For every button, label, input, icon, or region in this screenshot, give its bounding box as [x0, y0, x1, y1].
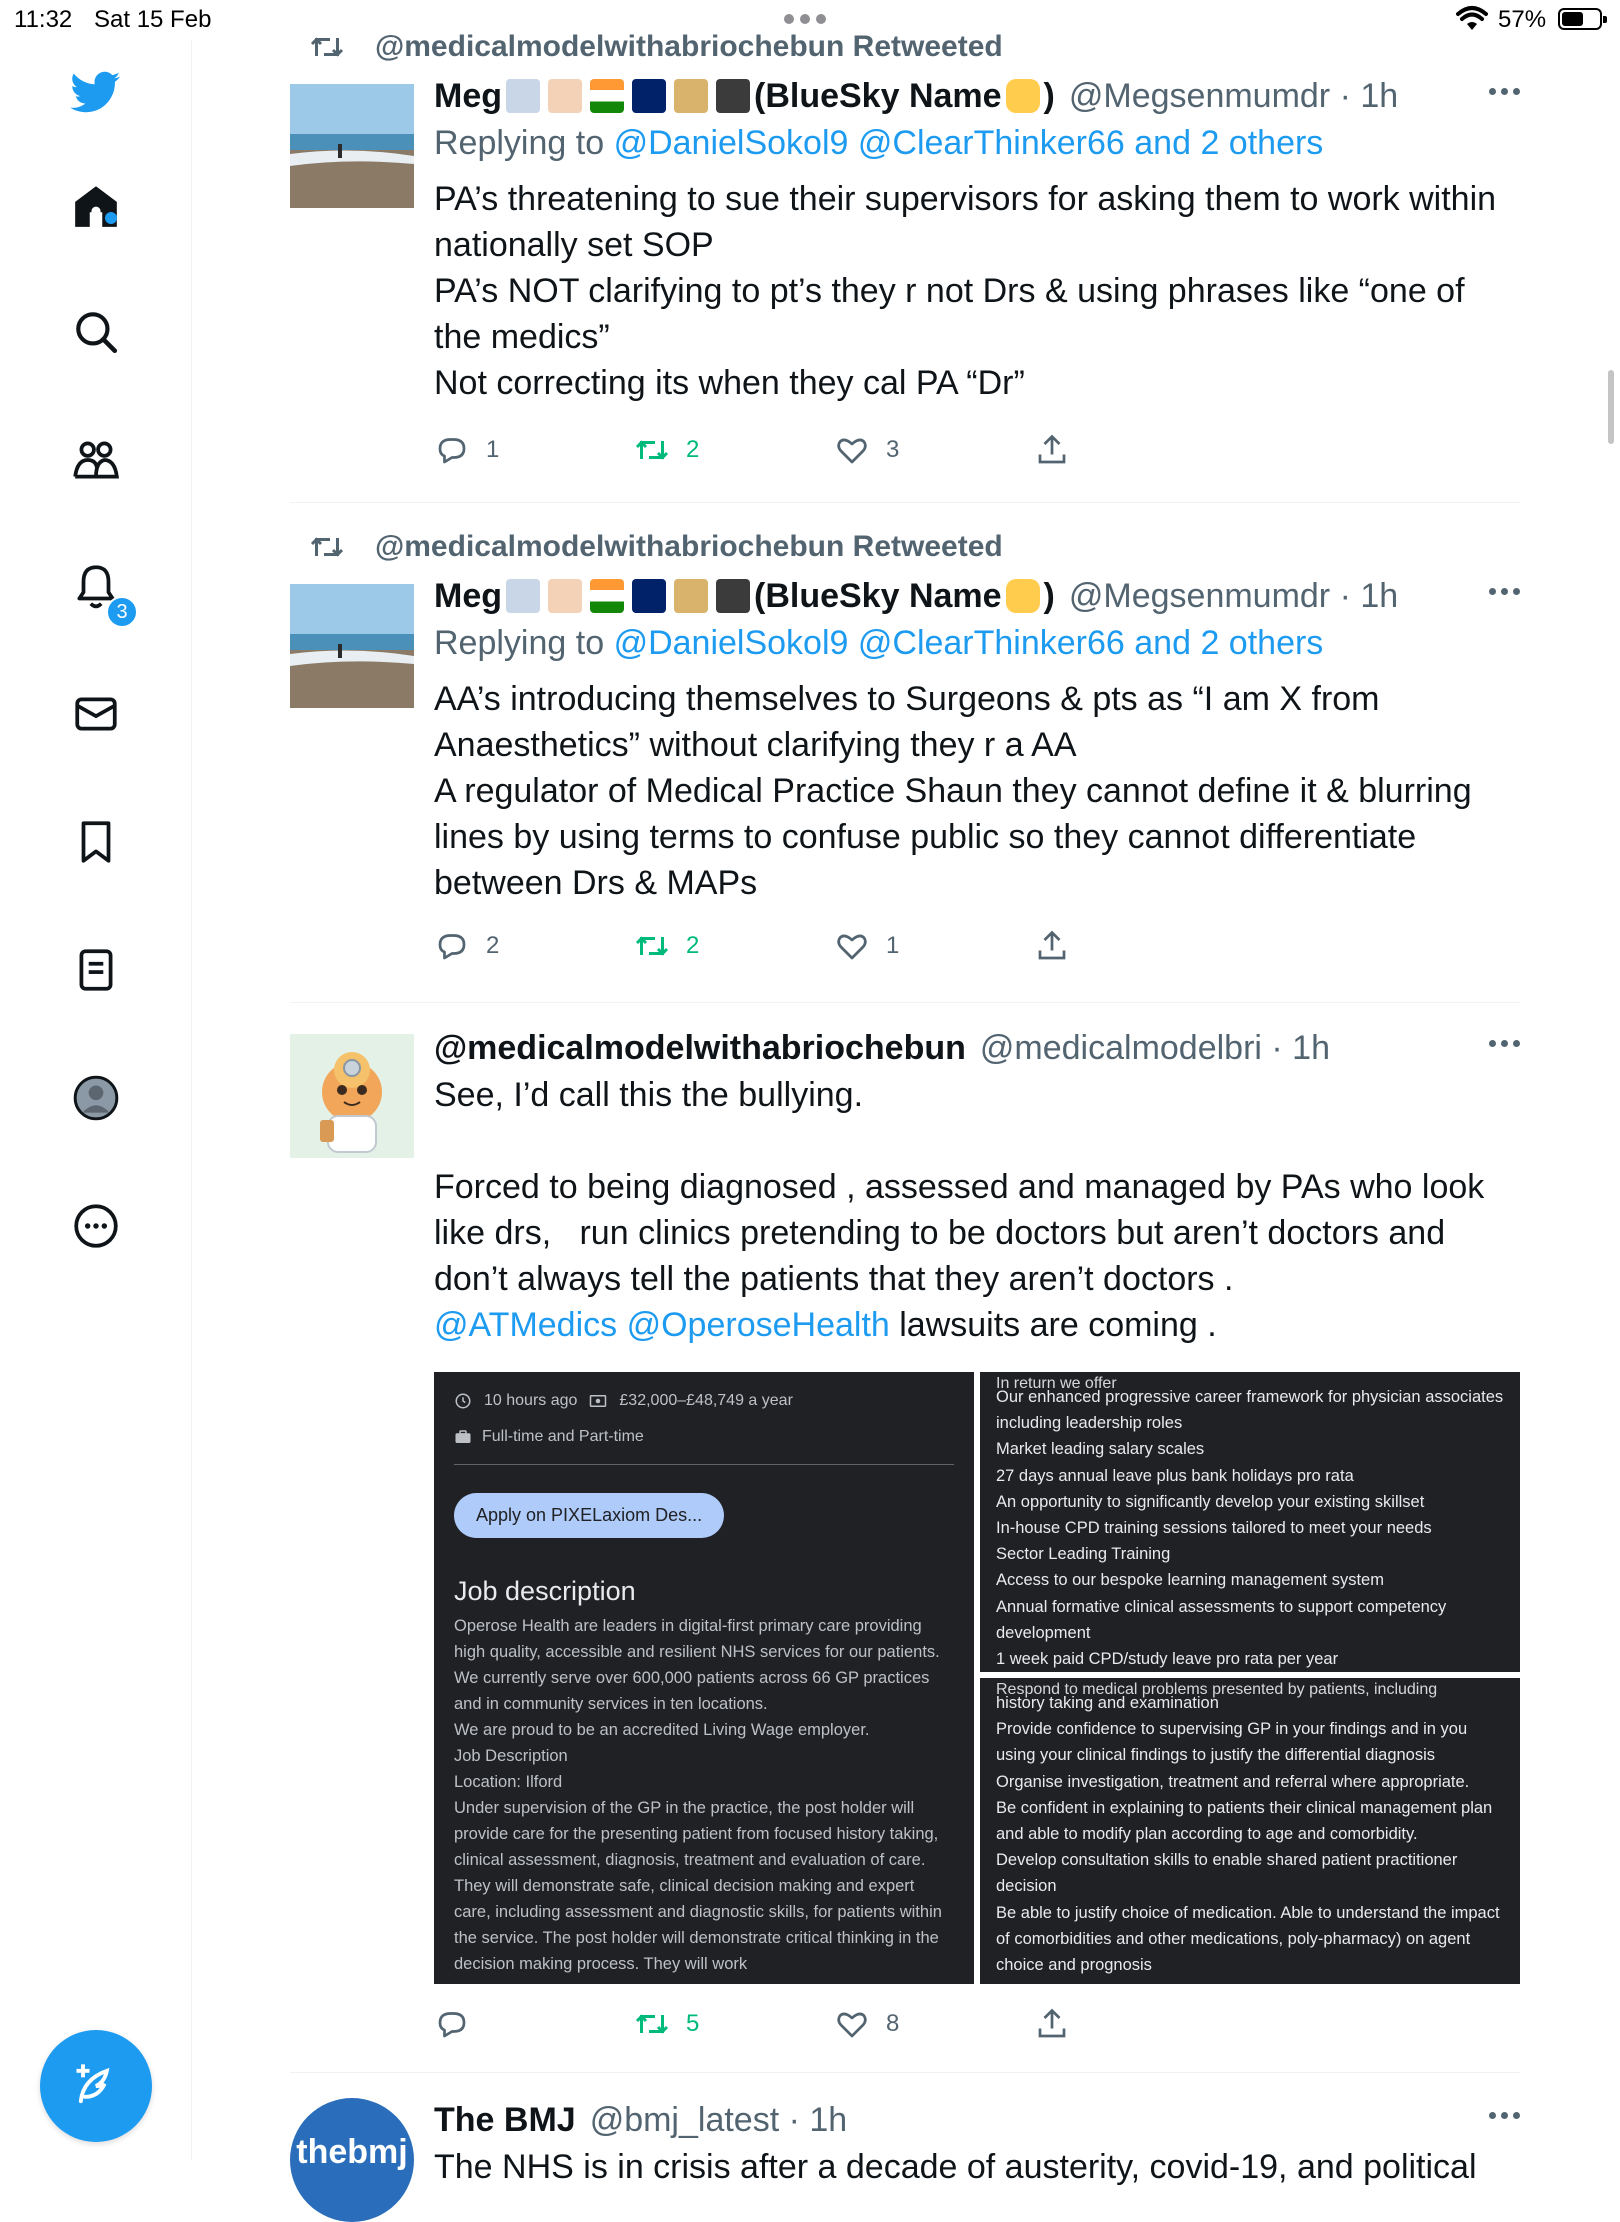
- retweet-button[interactable]: [634, 432, 699, 468]
- job-type: Full-time and Part-time: [482, 1428, 644, 1445]
- heart-icon: [834, 432, 870, 468]
- home-unread-dot: [105, 212, 117, 224]
- reply-icon: [434, 432, 470, 468]
- job-salary: £32,000–£48,749 a year: [619, 1392, 793, 1409]
- banknote-icon: [589, 1393, 607, 1409]
- replying-to-mentions[interactable]: @DanielSokol9 @ClearThinker66 and 2 others: [613, 124, 1324, 162]
- author-name[interactable]: @medicalmodelwithabriochebun: [434, 1029, 966, 1067]
- camera-emoji-icon: [716, 579, 750, 613]
- tweet-text: The NHS is in crisis after a decade of austerity, covid-19, and political: [434, 2148, 1477, 2186]
- heart-icon: [834, 928, 870, 964]
- reply-icon: [434, 928, 470, 964]
- tweet-actions: [434, 2006, 1520, 2050]
- pointing-down-emoji-icon: [1006, 79, 1040, 113]
- tweet-header: [434, 574, 1520, 618]
- twitter-logo-icon[interactable]: [66, 62, 126, 122]
- author-name[interactable]: The BMJ: [434, 2101, 576, 2139]
- share-button[interactable]: [1034, 432, 1070, 468]
- job-type-row: [454, 1428, 954, 1446]
- tweet-header: [434, 1026, 1520, 1070]
- author-name[interactable]: Meg: [434, 577, 502, 615]
- author-name-close: ): [1043, 77, 1055, 115]
- lists-icon[interactable]: [66, 940, 126, 1000]
- media-image-benefits[interactable]: [980, 1372, 1520, 1672]
- more-options-icon[interactable]: [1489, 88, 1520, 95]
- uk-flag-icon: [632, 79, 666, 113]
- tweet-divider: [290, 502, 1520, 503]
- author-handle-time: @Megsenmumdr · 1h: [1068, 577, 1399, 615]
- more-options-circle-icon[interactable]: [66, 1196, 126, 1256]
- hospital-emoji-icon: [506, 579, 540, 613]
- retweet-icon: [634, 928, 670, 964]
- scrollbar[interactable]: [1608, 370, 1614, 444]
- share-icon: [1034, 2006, 1070, 2042]
- pointing-down-emoji-icon: [1006, 579, 1040, 613]
- author-handle-time: @bmj_latest · 1h: [589, 2101, 848, 2139]
- tweet[interactable]: [290, 530, 1520, 1000]
- replying-to: [434, 618, 1520, 668]
- status-date: Sat 15 Feb: [94, 6, 212, 33]
- search-icon[interactable]: [66, 302, 126, 362]
- camera-emoji-icon: [716, 79, 750, 113]
- tweet-text: AA’s introducing themselves to Surgeons & pts as “I am X from Anaesthetics” without clarifying they r a AA A regulator of Medical Practice Shaun they cannot define it & blurring lines by using terms to confuse public so they cannot differentiate between Drs & MAPs: [434, 680, 1472, 902]
- retweet-context: [375, 530, 1003, 564]
- benefits-text: Our enhanced progressive career framework for physician associates including leadership roles Market leading salary scales 27 days annual leave plus bank holidays pro rata An opportunity to significantly develop your existing skillset In-house CPD training sessions tailored to meet your needs Sector Leading Training Access to our bespoke learning management system Annual formative clinical assessments to support competency development 1 week paid CPD/study leave pro rata per year: [996, 1388, 1504, 1669]
- like-button[interactable]: [834, 928, 899, 964]
- author-name[interactable]: Meg: [434, 77, 502, 115]
- avatar[interactable]: [290, 84, 414, 208]
- tweet[interactable]: [290, 1026, 1520, 2066]
- tweet-header: [434, 2098, 1520, 2142]
- share-icon: [1034, 928, 1070, 964]
- sidebar-nav: [0, 40, 192, 2160]
- replying-to-prefix: Replying to: [434, 624, 605, 662]
- avatar[interactable]: [290, 2098, 414, 2222]
- more-options-icon[interactable]: [1489, 588, 1520, 595]
- reply-count: 2: [486, 932, 500, 959]
- replying-to-mentions[interactable]: @DanielSokol9 @ClearThinker66 and 2 others: [613, 624, 1324, 662]
- cricket-emoji-icon: [674, 579, 708, 613]
- home-icon[interactable]: [66, 176, 126, 236]
- tweet-text-tail: lawsuits are coming .: [889, 1306, 1217, 1344]
- messages-mail-icon[interactable]: [66, 684, 126, 744]
- avatar-text: thebmj: [296, 2133, 408, 2171]
- tweet-actions: [434, 928, 1520, 972]
- notification-count-badge: 3: [106, 596, 138, 628]
- reply-button[interactable]: [434, 432, 499, 468]
- profile-avatar-icon[interactable]: [66, 1068, 126, 1128]
- reply-button[interactable]: [434, 928, 499, 964]
- retweet-label: @medicalmodelwithabriochebun Retweeted: [375, 530, 1003, 563]
- clipped-heading: In return we offer: [996, 1375, 1117, 1392]
- heart-icon: [834, 2006, 870, 2042]
- author-name-close: ): [1043, 577, 1055, 615]
- job-posted-time: 10 hours ago: [484, 1392, 578, 1409]
- bookmark-icon[interactable]: [66, 812, 126, 872]
- woman-doctor-emoji-icon: [548, 79, 582, 113]
- clipped-heading: Respond to medical problems presented by patients, including: [996, 1681, 1438, 1698]
- tweet-media-grid[interactable]: [434, 1372, 1520, 1984]
- retweet-context: [375, 30, 1003, 64]
- like-button[interactable]: [834, 432, 899, 468]
- retweet-icon: [309, 32, 345, 62]
- more-options-icon[interactable]: [1489, 2112, 1520, 2119]
- tweet-actions: [434, 432, 1520, 476]
- avatar[interactable]: [290, 1034, 414, 1158]
- retweet-button[interactable]: [634, 928, 699, 964]
- mention-operosehealth[interactable]: @OperoseHealth: [626, 1306, 890, 1344]
- job-description-title: Job description: [454, 1576, 636, 1606]
- like-count: 8: [886, 2010, 900, 2037]
- tweet[interactable]: [290, 2098, 1520, 2186]
- retweet-button[interactable]: [634, 2006, 699, 2042]
- retweet-icon: [634, 2006, 670, 2042]
- share-button[interactable]: [1034, 928, 1070, 964]
- retweet-label: @medicalmodelwithabriochebun Retweeted: [375, 30, 1003, 63]
- reply-count: 1: [486, 436, 500, 463]
- communities-icon[interactable]: [66, 430, 126, 490]
- reply-button[interactable]: [434, 2006, 486, 2042]
- mention-atmedics[interactable]: @ATMedics: [434, 1306, 618, 1344]
- retweet-icon: [309, 532, 345, 562]
- author-handle-time: @Megsenmumdr · 1h: [1068, 77, 1399, 115]
- avatar[interactable]: [290, 584, 414, 708]
- more-options-icon[interactable]: [1489, 1040, 1520, 1047]
- tweet-divider: [290, 1002, 1520, 1003]
- tweet-header: [434, 74, 1520, 118]
- like-count: 3: [886, 436, 900, 463]
- share-icon: [1034, 432, 1070, 468]
- retweet-count: 2: [686, 436, 700, 463]
- retweet-count: 5: [686, 2010, 700, 2037]
- share-button[interactable]: [1034, 2006, 1070, 2042]
- reply-icon: [434, 2006, 470, 2042]
- multitasking-dots-icon[interactable]: [784, 14, 826, 24]
- tweet-text: [434, 1072, 1520, 1348]
- author-name-suffix: (BlueSky Name: [754, 577, 1002, 615]
- india-flag-icon: [590, 579, 624, 613]
- india-flag-icon: [590, 79, 624, 113]
- clock-icon: [454, 1392, 472, 1410]
- tweet-text: PA’s threatening to sue their supervisors for asking them to work within nationally set SOP PA’s NOT clarifying to pt’s they r not Drs & using phrases like “one of the medics” Not correcting its when they cal PA “Dr”: [434, 180, 1497, 402]
- job-meta-row: [454, 1392, 954, 1410]
- job-divider: [454, 1464, 954, 1465]
- apply-button: Apply on PIXELaxiom Des...: [454, 1493, 724, 1538]
- battery-icon: [1558, 8, 1602, 30]
- battery-percent: 57%: [1498, 6, 1547, 33]
- hospital-emoji-icon: [506, 79, 540, 113]
- tweet-divider: [290, 2072, 1520, 2073]
- uk-flag-icon: [632, 579, 666, 613]
- compose-tweet-button[interactable]: [40, 2030, 152, 2142]
- job-description-text: Operose Health are leaders in digital-first primary care providing high quality, accessible and resilient NHS services for our patients. We currently serve over 600,000 patients across 66 GP practices and in community services in ten locations. We are proud to be an accredited Living Wage employer. Job Description Location: Ilford Under supervision of the GP in the practice, the post holder will provide care for the presenting patient from focused history taking, clinical assessment, diagnosis, treatment and evaluation of care. They will demonstrate safe, clinical decision making and expert care, including assessment and diagnostic skills, for patients within the service. The post holder will demonstrate critical thinking in the decision making process. They will work: [454, 1617, 942, 1973]
- replying-to: [434, 118, 1520, 168]
- cricket-emoji-icon: [674, 79, 708, 113]
- retweet-count: 2: [686, 932, 700, 959]
- tweet-text-paragraph: Forced to being diagnosed , assessed and managed by PAs who look like drs, run clinics pretending to be doctors but aren’t doctors and don’t always tell the patients that they aren’t doctors .: [434, 1168, 1494, 1298]
- replying-to-prefix: Replying to: [434, 124, 605, 162]
- author-handle-time: @medicalmodelbri · 1h: [979, 1029, 1330, 1067]
- media-image-responsibilities[interactable]: [980, 1678, 1520, 1984]
- media-image-job-listing[interactable]: [434, 1372, 974, 1984]
- status-time: 11:32: [14, 6, 73, 33]
- like-count: 1: [886, 932, 900, 959]
- woman-doctor-emoji-icon: [548, 579, 582, 613]
- tweet[interactable]: [290, 30, 1520, 470]
- briefcase-icon: [454, 1429, 472, 1445]
- author-name-suffix: (BlueSky Name: [754, 77, 1002, 115]
- like-button[interactable]: [834, 2006, 899, 2042]
- responsibilities-text: history taking and examination Provide confidence to supervising GP in your findings and in you using your clinical findings to justify the differential diagnosis Organise investigation, treatment and referral where appropriate. Be confident in explaining to patients their clinical management plan and able to modify plan according to age and comorbidity. Develop consultation skills to enable shared patient practitioner decision Be able to justify choice of medication. Able to understand the impact of comorbidities and other medications, poly-pharmacy) on agent choice and prognosis: [996, 1694, 1500, 1975]
- tweet-text-line1: See, I’d call this the bullying.: [434, 1076, 864, 1114]
- retweet-icon: [634, 432, 670, 468]
